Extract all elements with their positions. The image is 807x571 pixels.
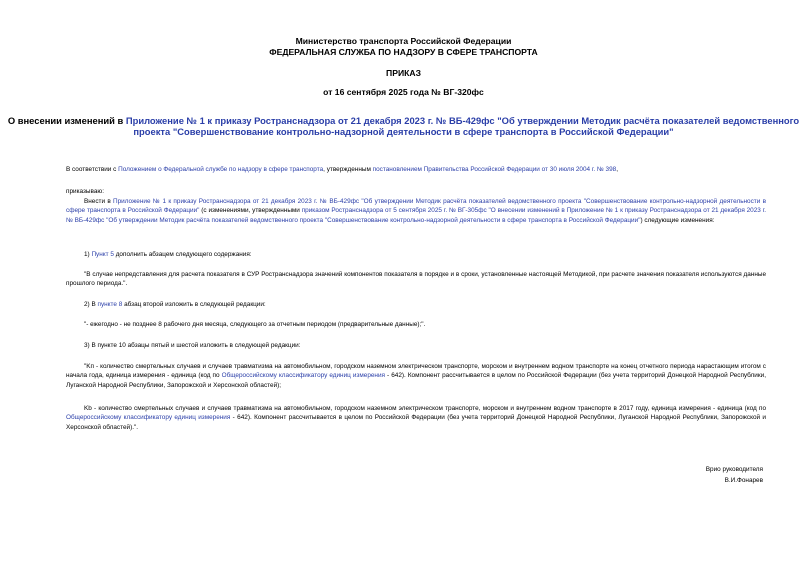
amend-text-3: ) следующие изменения:: [640, 216, 715, 224]
intro-text-3: ,: [616, 166, 618, 173]
ministry-heading: Министерство транспорта Российской Федерации: [295, 36, 512, 46]
intro-paragraph: [66, 165, 766, 174]
item-2: [84, 300, 266, 309]
clause-8-link[interactable]: пункте 8: [97, 301, 123, 308]
title-prefix: О внесении изменений в: [7, 115, 126, 126]
amend-text-1: Внести в: [84, 198, 114, 205]
item-1: [84, 250, 252, 259]
date-number: от 16 сентября 2025 года № ВГ-320фс: [323, 87, 484, 97]
appendix-link[interactable]: Приложение № 1 к приказу Ространснадзора от 21 декабря 2023 г. № ВБ-429фс "Об утверждении Методик расчёта показателей ведомственного проекта "Совершенствование контрольно-надзорной деятельности в сфере транспорта в Российской Федерации": [66, 198, 766, 215]
quote-4: [66, 404, 766, 432]
intro-text-2: , утвержденным: [323, 166, 373, 173]
item-1-text-1: 1): [84, 251, 92, 258]
item-1-text-2: дополнить абзацем следующего содержания:: [113, 251, 252, 258]
doc-type-heading: ПРИКАЗ: [386, 68, 421, 78]
signatory-position: Врио руководителя: [705, 466, 763, 473]
item-2-text-1: 2) В: [84, 301, 98, 308]
intro-text-1: В соответствии с: [66, 166, 119, 173]
quote-4-text-1: Kb - количество смертельных случаев и случаев травматизма на автомобильном, городском наземном электрическом транспорте, морском и внутреннем водном транспорте в 2017 году, единица измерения - единица (код по: [84, 405, 766, 412]
signatory-name: В.И.Фонарев: [724, 477, 763, 484]
service-heading: ФЕДЕРАЛЬНАЯ СЛУЖБА ПО НАДЗОРУ В СФЕРЕ ТРАНСПОРТА: [269, 47, 538, 57]
quote-3-text-1: "Kп - количество смертельных случаев и случаев травматизма на автомобильном, городском наземном электрическом транспорте, морском и внутреннем водном транспорте на конец отчетного периода нарастающим итогом с начала года, единица измерения - единица (код по: [66, 363, 766, 380]
amend-paragraph: [66, 197, 766, 225]
okei-link[interactable]: Общероссийскому классификатору единиц измерения: [221, 372, 385, 380]
quote-3: [66, 362, 766, 390]
item-3: 3) В пункте 10 абзацы пятый и шестой изложить в следующей редакции:: [84, 342, 301, 349]
order-word: приказываю:: [66, 188, 104, 195]
government-decree-link[interactable]: постановлением Правительства Российской Федерации от 30 июля 2004 г. № 398: [372, 166, 617, 173]
amending-order-link[interactable]: приказом Ространснадзора от 5 сентября 2025 г. № ВГ-305фс "О внесении изменений в Приложение № 1 к приказу Ространснадзора от 21 декабря 2023 г. № ВБ-429фс "Об утверждении Методик расчёта показателей ведомственного проекта "Совершенствование контрольно-надзорной деятельности в сфере транспорта в Российской Федерации": [66, 207, 767, 224]
quote-4-text-2: - 642). Компонент рассчитывается в целом по Российской Федерации (без учета территорий Донецкой Народной Республики, Луганской Народной Республики, Запорожской и Херсонской областей).".: [66, 414, 766, 431]
quote-2: "- ежегодно - не позднее 8 рабочего дня месяца, следующего за отчетным периодом (предварительные данные);".: [84, 321, 426, 328]
okei-link-2[interactable]: Общероссийскому классификатору единиц измерения: [66, 414, 231, 422]
amend-text-2: (с изменениями, утвержденными: [199, 207, 302, 215]
quote-1: "В случае непредставления для расчета показателя в СУР Ространснадзора значений компонентов показателя в порядке и в сроки, установленные настоящей Методикой, при расчете значения показателя используются данные прошлого периода.".: [66, 271, 766, 288]
document-title: [0, 115, 807, 137]
clause-5-link[interactable]: Пункт 5: [91, 251, 114, 258]
quote-3-text-2: - 642). Компонент рассчитывается в целом по Российской Федерации (без учета территорий Донецкой Народной Республики, Луганской Народной Республики, Запорожской и Херсонской областей);: [66, 372, 766, 389]
statute-link[interactable]: Положением о Федеральной службе по надзору в сфере транспорта: [118, 166, 324, 173]
item-2-text-2: абзац второй изложить в следующей редакции:: [122, 301, 266, 308]
title-link[interactable]: Приложение № 1 к приказу Ространснадзора от 21 декабря 2023 г. № ВБ-429фс "Об утверждении Методик расчёта показателей ведомственного проекта "Совершенствование контрольно-надзорной деятельности в сфере транспорта в Российской Федерации": [125, 115, 800, 137]
